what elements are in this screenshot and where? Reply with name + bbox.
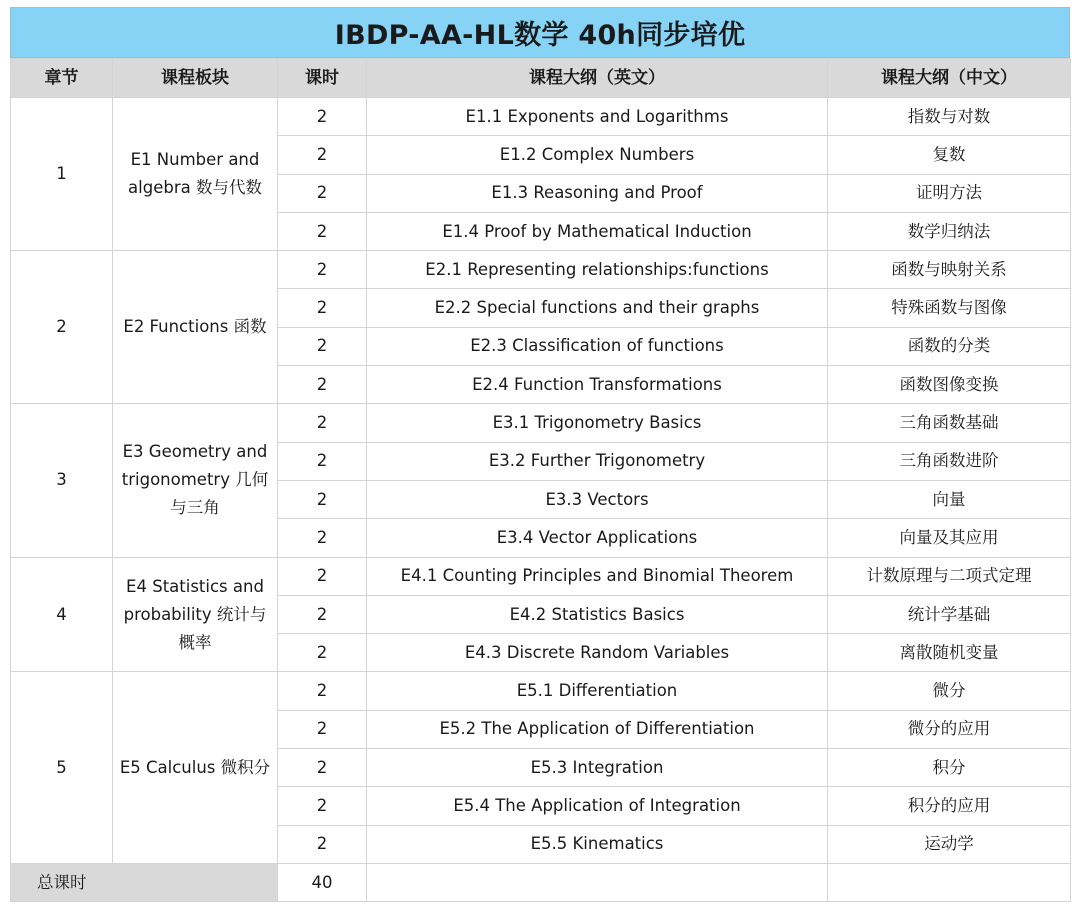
syllabus-en: E1.2 Complex Numbers: [367, 136, 828, 174]
syllabus-en: E3.2 Further Trigonometry: [367, 442, 828, 480]
header-row: [11, 59, 1071, 98]
lesson-hours: 2: [278, 787, 367, 825]
total-row: [11, 863, 1071, 901]
total-empty-en: [367, 863, 828, 901]
chapter-number: 5: [11, 672, 113, 863]
lesson-hours: 2: [278, 174, 367, 212]
chapter-number: 4: [11, 557, 113, 672]
table-row: [11, 98, 1071, 136]
syllabus-zh: 数学归纳法: [828, 212, 1071, 250]
syllabus-en: E1.1 Exponents and Logarithms: [367, 98, 828, 136]
lesson-hours: 2: [278, 212, 367, 250]
syllabus-en: E5.3 Integration: [367, 749, 828, 787]
chapter-number: 1: [11, 98, 113, 251]
syllabus-en: E4.2 Statistics Basics: [367, 595, 828, 633]
chapter-number: 3: [11, 404, 113, 557]
syllabus-zh: 向量及其应用: [828, 519, 1071, 557]
syllabus-zh: 函数图像变换: [828, 366, 1071, 404]
lesson-hours: 2: [278, 404, 367, 442]
module-name: E2 Functions 函数: [113, 251, 278, 404]
header-module: 课程板块: [113, 59, 278, 98]
lesson-hours: 2: [278, 557, 367, 595]
header-hours: 课时: [278, 59, 367, 98]
lesson-hours: 2: [278, 634, 367, 672]
lesson-hours: 2: [278, 480, 367, 518]
course-table-container: [10, 7, 1070, 902]
syllabus-en: E2.1 Representing relationships:functions: [367, 251, 828, 289]
lesson-hours: 2: [278, 136, 367, 174]
lesson-hours: 2: [278, 710, 367, 748]
syllabus-zh: 函数的分类: [828, 327, 1071, 365]
syllabus-en: E4.1 Counting Principles and Binomial Theorem: [367, 557, 828, 595]
module-name: E1 Number and algebra 数与代数: [113, 98, 278, 251]
lesson-hours: 2: [278, 825, 367, 863]
lesson-hours: 2: [278, 366, 367, 404]
syllabus-zh: 复数: [828, 136, 1071, 174]
table-row: [11, 672, 1071, 710]
module-name: E3 Geometry and trigonometry 几何与三角: [113, 404, 278, 557]
syllabus-en: E3.3 Vectors: [367, 480, 828, 518]
syllabus-zh: 三角函数基础: [828, 404, 1071, 442]
lesson-hours: 2: [278, 519, 367, 557]
syllabus-zh: 积分的应用: [828, 787, 1071, 825]
module-name: E5 Calculus 微积分: [113, 672, 278, 863]
syllabus-zh: 三角函数进阶: [828, 442, 1071, 480]
lesson-hours: 2: [278, 595, 367, 633]
header-chapter: 章节: [11, 59, 113, 98]
table-body: [11, 98, 1071, 864]
lesson-hours: 2: [278, 98, 367, 136]
lesson-hours: 2: [278, 327, 367, 365]
syllabus-en: E2.2 Special functions and their graphs: [367, 289, 828, 327]
chapter-number: 2: [11, 251, 113, 404]
header-syllabus-en: 课程大纲（英文）: [367, 59, 828, 98]
syllabus-zh: 微分: [828, 672, 1071, 710]
syllabus-zh: 指数与对数: [828, 98, 1071, 136]
syllabus-en: E2.4 Function Transformations: [367, 366, 828, 404]
total-hours: 40: [278, 863, 367, 901]
syllabus-zh: 积分: [828, 749, 1071, 787]
syllabus-zh: 特殊函数与图像: [828, 289, 1071, 327]
syllabus-zh: 微分的应用: [828, 710, 1071, 748]
course-table: [10, 58, 1071, 902]
syllabus-en: E4.3 Discrete Random Variables: [367, 634, 828, 672]
syllabus-en: E5.2 The Application of Differentiation: [367, 710, 828, 748]
syllabus-zh: 证明方法: [828, 174, 1071, 212]
header-syllabus-zh: 课程大纲（中文）: [828, 59, 1071, 98]
lesson-hours: 2: [278, 442, 367, 480]
total-empty-zh: [828, 863, 1071, 901]
table-row: [11, 557, 1071, 595]
table-row: [11, 404, 1071, 442]
lesson-hours: 2: [278, 672, 367, 710]
syllabus-en: E1.4 Proof by Mathematical Induction: [367, 212, 828, 250]
module-name: E4 Statistics and probability 统计与概率: [113, 557, 278, 672]
syllabus-en: E5.1 Differentiation: [367, 672, 828, 710]
syllabus-zh: 运动学: [828, 825, 1071, 863]
syllabus-zh: 函数与映射关系: [828, 251, 1071, 289]
syllabus-zh: 向量: [828, 480, 1071, 518]
table-row: [11, 251, 1071, 289]
syllabus-zh: 统计学基础: [828, 595, 1071, 633]
table-title: IBDP-AA-HL数学 40h同步培优: [10, 7, 1070, 58]
syllabus-zh: 离散随机变量: [828, 634, 1071, 672]
total-label: 总课时: [11, 863, 278, 901]
syllabus-en: E5.4 The Application of Integration: [367, 787, 828, 825]
syllabus-en: E3.4 Vector Applications: [367, 519, 828, 557]
lesson-hours: 2: [278, 289, 367, 327]
syllabus-zh: 计数原理与二项式定理: [828, 557, 1071, 595]
lesson-hours: 2: [278, 251, 367, 289]
syllabus-en: E1.3 Reasoning and Proof: [367, 174, 828, 212]
syllabus-en: E2.3 Classification of functions: [367, 327, 828, 365]
syllabus-en: E5.5 Kinematics: [367, 825, 828, 863]
syllabus-en: E3.1 Trigonometry Basics: [367, 404, 828, 442]
lesson-hours: 2: [278, 749, 367, 787]
